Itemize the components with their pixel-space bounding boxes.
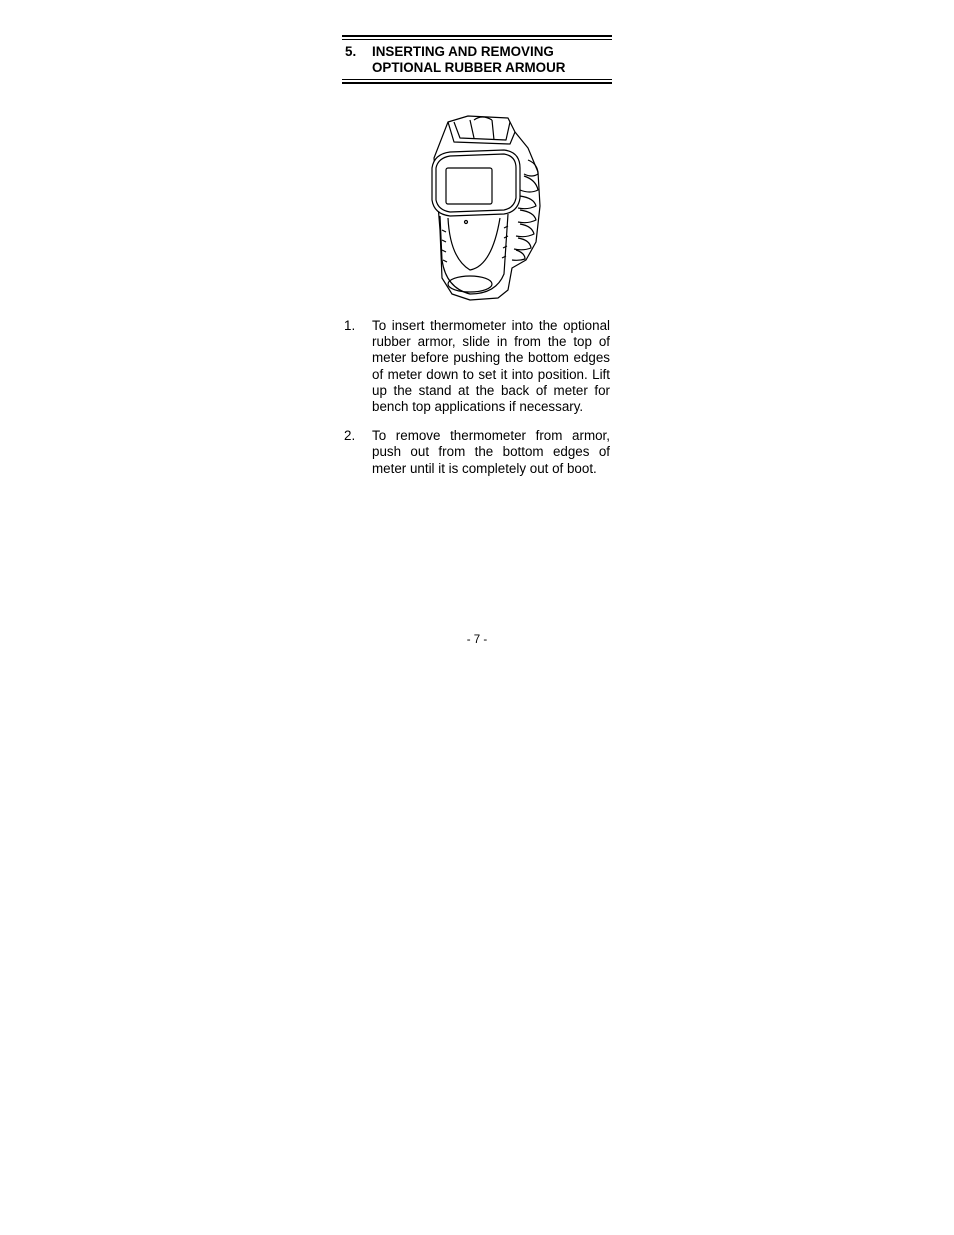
section-title-line1: INSERTING AND REMOVING <box>372 44 554 59</box>
section-title-line2: OPTIONAL RUBBER ARMOUR <box>372 60 566 75</box>
page-number: - 7 - <box>466 634 488 646</box>
step-text: To remove thermometer from armor, push out from the bottom edges of meter until it is completely out of boot. <box>372 428 610 476</box>
section-heading <box>342 40 612 79</box>
step-text: To insert thermometer into the optional rubber armor, slide in from the top of meter before pushing the bottom edges of meter down to set it into position. Lift up the stand at the back of meter for bench top applications if necessary. <box>372 318 610 415</box>
section-number: 5. <box>345 44 357 59</box>
section-header <box>342 35 612 84</box>
instruction-list <box>342 318 610 490</box>
section-title <box>372 44 612 76</box>
bottom-rule <box>342 79 612 84</box>
step-number: 1. <box>344 318 356 333</box>
list-item <box>342 428 610 477</box>
thermometer-armour-illustration <box>420 110 555 305</box>
step-number: 2. <box>344 428 356 444</box>
thermometer-icon <box>420 110 555 305</box>
list-item <box>342 318 610 415</box>
